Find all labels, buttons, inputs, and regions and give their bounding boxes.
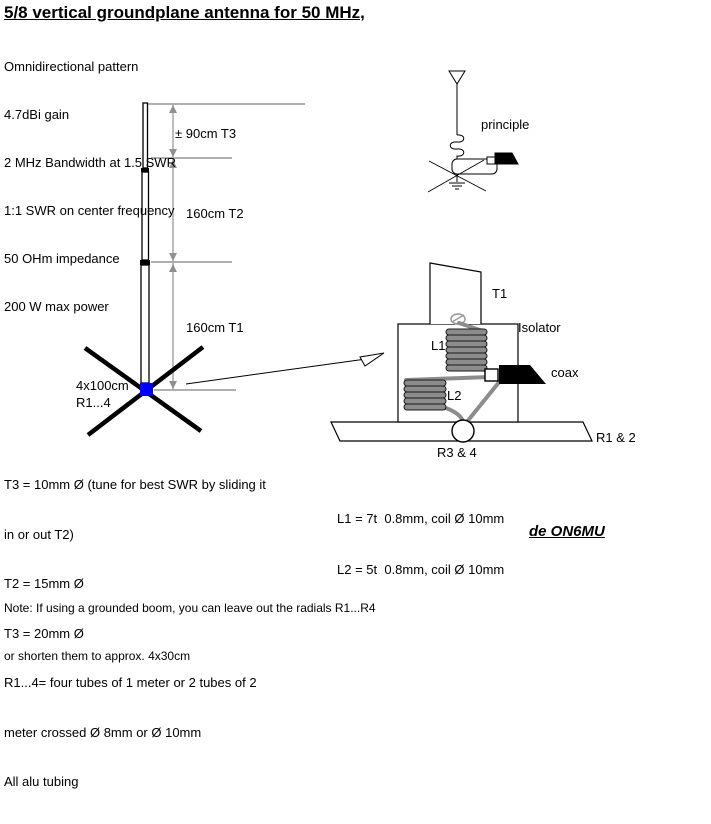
footnote-line: or shorten them to approx. 4x30cm — [4, 649, 191, 663]
dimension-label-t2: 160cm T2 — [186, 206, 244, 221]
l2-coil — [404, 380, 446, 410]
build-note-line: meter crossed Ø 8mm or Ø 10mm — [4, 724, 202, 740]
pointer-arrow-icon — [186, 353, 384, 384]
spec-line: 4.7dBi gain — [4, 107, 70, 122]
detail-drawing — [331, 263, 592, 442]
feedthrough-circle — [452, 420, 474, 442]
detail-label-coax: coax — [551, 365, 579, 380]
build-note-line: R1...4= four tubes of 1 meter or 2 tubes of 2 — [4, 675, 257, 690]
dimension-label-t3: ± 90cm T3 — [175, 126, 237, 141]
feedpoint-square — [140, 383, 153, 396]
principle-caption: principle — [481, 117, 530, 132]
coil-spec-line: L1 = 7t 0.8mm, coil Ø 10mm — [337, 511, 505, 526]
l1-coil — [446, 329, 487, 371]
page-title: 5/8 vertical groundplane antenna for 50 MHz, — [4, 3, 365, 22]
detail-label-r34: R3 & 4 — [437, 445, 477, 460]
build-note-line: All alu tubing — [4, 774, 79, 789]
build-note-line: in or out T2) — [4, 526, 74, 542]
coil-turn — [404, 398, 446, 404]
spec-line: 2 MHz Bandwidth at 1.5 SWR — [4, 155, 176, 170]
spec-line: 50 OHm impedance — [4, 251, 120, 266]
coil-turn — [404, 380, 446, 386]
principle-coax-plug-icon — [495, 153, 518, 164]
coil-turn — [446, 347, 487, 353]
ground-symbol-icon — [449, 174, 465, 189]
spec-list — [4, 27, 176, 347]
coil-turn — [446, 335, 487, 341]
detail-label-l2: L2 — [447, 388, 462, 403]
footnote — [4, 568, 376, 696]
dimension-label-t1: 160cm T1 — [186, 320, 244, 335]
build-note-line: T3 = 20mm Ø — [4, 625, 84, 641]
principle-connector-collar — [487, 157, 495, 164]
coil-turn — [404, 404, 446, 410]
coil-turn — [404, 392, 446, 398]
detail-label-l1: L1 — [431, 338, 446, 353]
coil-turn — [404, 386, 446, 392]
detail-label-r12: R1 & 2 — [596, 430, 636, 445]
detail-label-t1: T1 — [492, 286, 508, 301]
principle-coil-icon — [450, 135, 464, 159]
coil-turn — [446, 329, 487, 335]
coil-turn — [446, 365, 487, 371]
spec-line: 200 W max power — [4, 299, 109, 314]
coil-turn — [446, 341, 487, 347]
author-signature: de ON6MU — [529, 523, 605, 540]
radials-label: 4x100cm — [76, 378, 129, 393]
footnote-line: Note: If using a grounded boom, you can leave out the radials R1...R4 — [4, 601, 376, 615]
coil-turn — [446, 359, 487, 365]
build-note-line: T2 = 15mm Ø — [4, 576, 84, 591]
antenna-symbol-icon — [449, 71, 465, 84]
coil-spec-line: L2 = 5t 0.8mm, coil Ø 10mm — [337, 562, 505, 577]
build-note-line: T3 = 10mm Ø (tune for best SWR by sliding it — [4, 477, 266, 492]
detail-label-isolator: Isolator — [518, 320, 561, 335]
radials-label: R1...4 — [76, 395, 111, 410]
spec-line: 1:1 SWR on center frequency — [4, 203, 175, 218]
spec-line: Omnidirectional pattern — [4, 59, 139, 74]
coil-turn — [446, 353, 487, 359]
arrow-down-icon — [169, 381, 177, 389]
